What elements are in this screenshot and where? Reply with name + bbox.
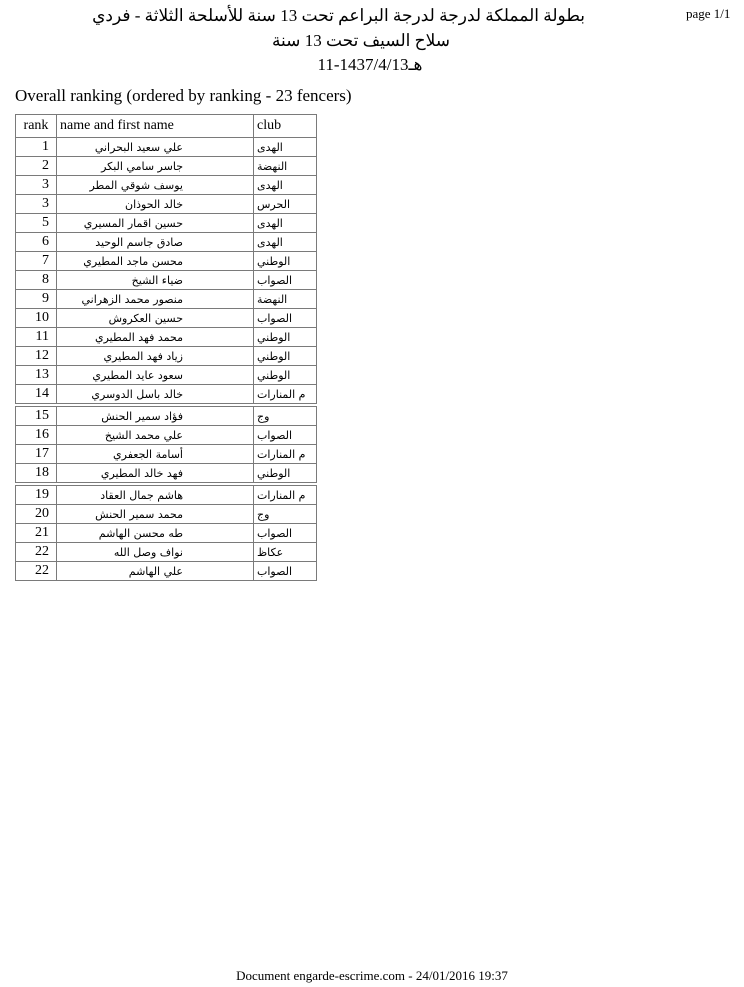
name-cell: علي الهاشم [57,562,254,581]
rank-cell: 10 [16,309,57,328]
club-cell: م المنارات [254,445,317,464]
club-cell: الهدى [254,233,317,252]
name-cell: علي محمد الشيخ [57,426,254,445]
name-cell: فهد خالد المطيري [57,464,254,485]
table-row [16,176,317,195]
rank-cell: 18 [16,464,57,485]
name-cell: محسن ماجد المطيري [57,252,254,271]
club-cell: النهضة [254,157,317,176]
ranking-table-body [16,138,317,581]
club-cell: الصواب [254,524,317,543]
rank-cell: 12 [16,347,57,366]
rank-cell: 3 [16,195,57,214]
rank-cell: 14 [16,385,57,406]
name-cell: طه محسن الهاشم [57,524,254,543]
rank-cell: 7 [16,252,57,271]
rank-cell: 22 [16,543,57,562]
rank-cell: 13 [16,366,57,385]
name-cell: حسين العكروش [57,309,254,328]
table-row [16,426,317,445]
table-row [16,524,317,543]
rank-cell: 8 [16,271,57,290]
name-cell: خالد باسل الدوسري [57,385,254,406]
table-row [16,445,317,464]
name-cell: علي سعيد البحراني [57,138,254,157]
name-cell: يوسف شوقي المطر [57,176,254,195]
rank-cell: 15 [16,405,57,426]
club-cell: الصواب [254,426,317,445]
table-row [16,214,317,233]
table-row [16,328,317,347]
club-cell: الهدى [254,138,317,157]
table-row [16,195,317,214]
club-cell: الوطني [254,464,317,485]
table-row [16,562,317,581]
name-cell: حسين اقمار المسيري [57,214,254,233]
event-date: 11-1437/4/13هـ [317,55,423,74]
club-cell: الوطني [254,366,317,385]
table-row [16,366,317,385]
name-cell: زياد فهد المطيري [57,347,254,366]
name-cell: صادق جاسم الوحيد [57,233,254,252]
club-cell: الهدى [254,176,317,195]
club-cell: الصواب [254,309,317,328]
rank-cell: 9 [16,290,57,309]
name-cell: جاسر سامي البكر [57,157,254,176]
club-cell: الصواب [254,271,317,290]
weapon-category: سلاح السيف تحت 13 سنة [271,31,450,50]
table-row [16,309,317,328]
name-cell: خالد الحوذان [57,195,254,214]
rank-cell: 1 [16,138,57,157]
name-cell: محمد سمير الحنش [57,505,254,524]
ranking-table [15,114,317,581]
table-row [16,543,317,562]
table-row [16,271,317,290]
name-cell: فؤاد سمير الحنش [57,405,254,426]
club-cell: م المنارات [254,484,317,505]
name-cell: محمد فهد المطيري [57,328,254,347]
rank-cell: 5 [16,214,57,233]
table-row [16,347,317,366]
table-row [16,157,317,176]
name-cell: ضياء الشيخ [57,271,254,290]
table-row [16,385,317,406]
rank-cell: 11 [16,328,57,347]
table-row [16,464,317,485]
rank-cell: 19 [16,484,57,505]
document-footer: Document engarde-escrime.com - 24/01/2016 19:37 [236,968,508,983]
rank-cell: 16 [16,426,57,445]
name-cell: هاشم جمال العقاد [57,484,254,505]
name-cell: منصور محمد الزهراني [57,290,254,309]
club-cell: الوطني [254,328,317,347]
rank-cell: 20 [16,505,57,524]
name-cell: سعود عايد المطيري [57,366,254,385]
column-header-rank: rank [16,115,57,138]
table-row [16,505,317,524]
rank-cell: 3 [16,176,57,195]
club-cell: الصواب [254,562,317,581]
name-cell: أسامة الجعفري [57,445,254,464]
table-row [16,138,317,157]
table-header-row [16,115,317,138]
rank-cell: 6 [16,233,57,252]
column-header-name: name and first name [57,115,254,138]
column-header-club: club [254,115,317,138]
club-cell: الوطني [254,347,317,366]
rank-cell: 17 [16,445,57,464]
table-row [16,405,317,426]
club-cell: عكاظ [254,543,317,562]
table-row [16,484,317,505]
table-row [16,290,317,309]
tournament-title: بطولة المملكة لدرجة لدرجة البراعم تحت 13 سنة للأسلحة الثلاثة - فردي [92,6,585,25]
club-cell: وج [254,405,317,426]
table-row [16,233,317,252]
club-cell: وج [254,505,317,524]
club-cell: الهدى [254,214,317,233]
club-cell: م المنارات [254,385,317,406]
name-cell: نواف وصل الله [57,543,254,562]
rank-cell: 21 [16,524,57,543]
rank-cell: 22 [16,562,57,581]
table-row [16,252,317,271]
club-cell: النهضة [254,290,317,309]
club-cell: الوطني [254,252,317,271]
rank-cell: 2 [16,157,57,176]
ranking-subtitle: Overall ranking (ordered by ranking - 23 fencers) [15,86,352,105]
club-cell: الحرس [254,195,317,214]
page-number: page 1/1 [686,6,731,21]
